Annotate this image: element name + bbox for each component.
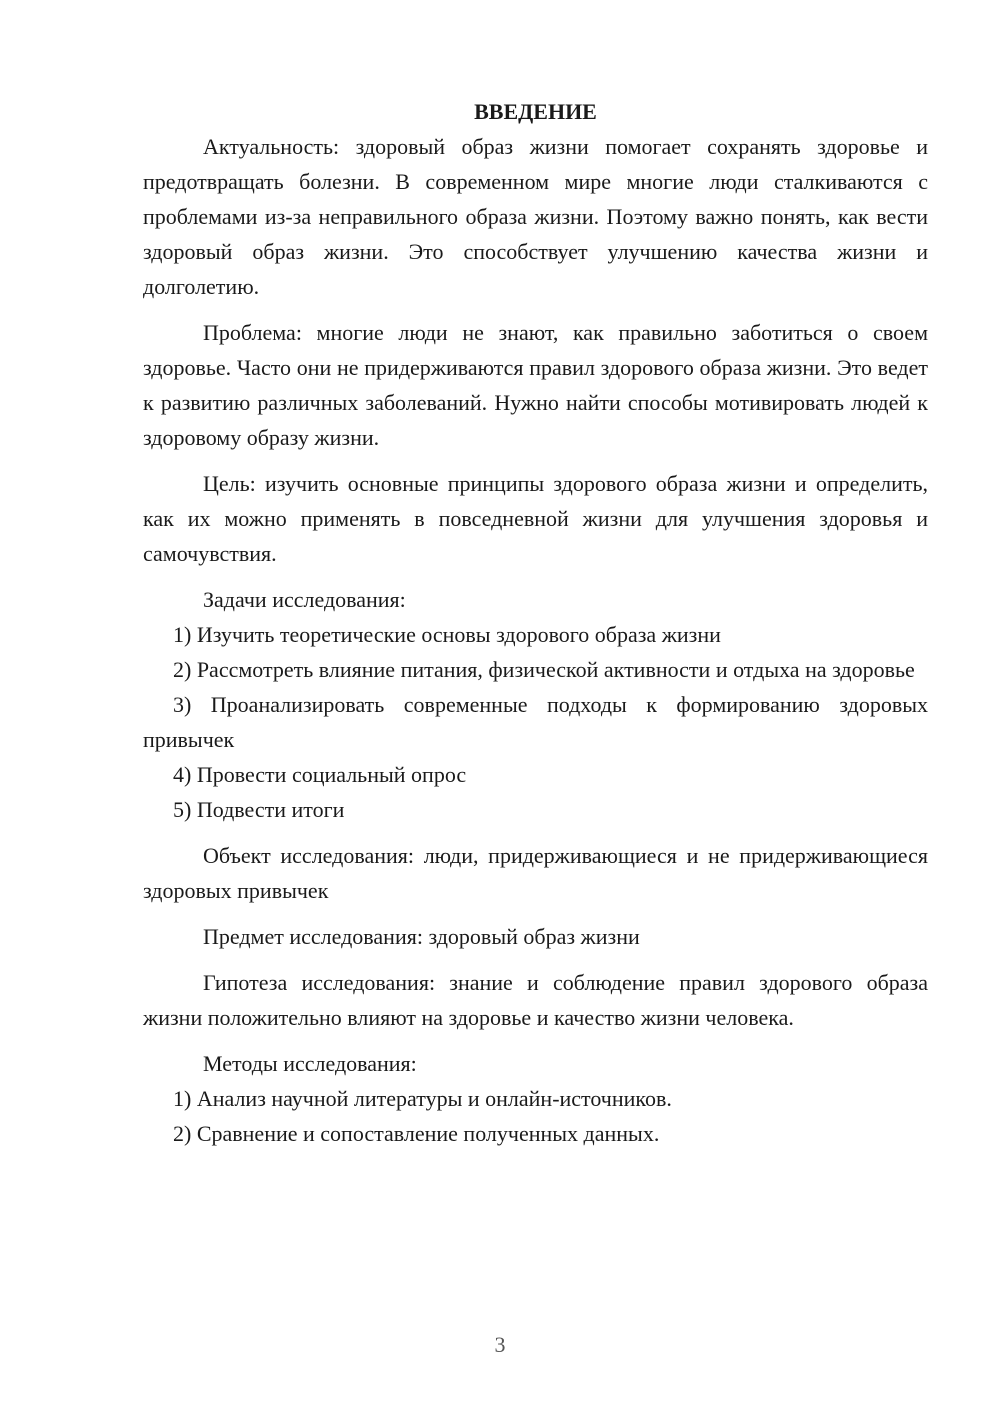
method-item: 1) Анализ научной литературы и онлайн-источников. [173,1086,672,1111]
goal-paragraph: Цель: изучить основные принципы здорового образа жизни и определить, как их можно применять в повседневной жизни для улучшения здоровья и самочувствия. [143,471,928,566]
task-item: 4) Провести социальный опрос [173,762,467,787]
relevance-paragraph: Актуальность: здоровый образ жизни помогает сохранять здоровье и предотвращать болезни. В современном мире многие люди сталкиваются с проблемами из-за неправильного образа жизни. Поэтому важно понять, как вести здоровый образ жизни. Это способствует улучшению качества жизни и долголетию. [143,134,928,299]
object-paragraph: Объект исследования: люди, придерживающиеся и не придерживающиеся здоровых привычек [143,843,928,903]
task-item: 2) Рассмотреть влияние питания, физической активности и отдыха на здоровье [173,657,915,682]
method-item: 2) Сравнение и сопоставление полученных данных. [173,1121,660,1146]
task-item: 3) Проанализировать современные подходы к формированию здоровых привычек [143,692,928,752]
section-title: ВВЕДЕНИЕ [474,99,597,124]
document-page [143,94,928,1151]
methods-heading: Методы исследования: [203,1051,417,1076]
tasks-heading: Задачи исследования: [203,587,406,612]
problem-paragraph: Проблема: многие люди не знают, как правильно заботиться о своем здоровье. Часто они не придерживаются правил здорового образа жизни. Это ведет к развитию различных заболеваний. Нужно найти способы мотивировать людей к здоровому образу жизни. [143,320,928,450]
task-item: 1) Изучить теоретические основы здорового образа жизни [173,622,721,647]
hypothesis-paragraph: Гипотеза исследования: знание и соблюдение правил здорового образа жизни положительно влияют на здоровье и качество жизни человека. [143,970,928,1030]
subject-paragraph: Предмет исследования: здоровый образ жизни [203,924,640,949]
page-number: 3 [494,1332,506,1357]
task-item: 5) Подвести итоги [173,797,345,822]
